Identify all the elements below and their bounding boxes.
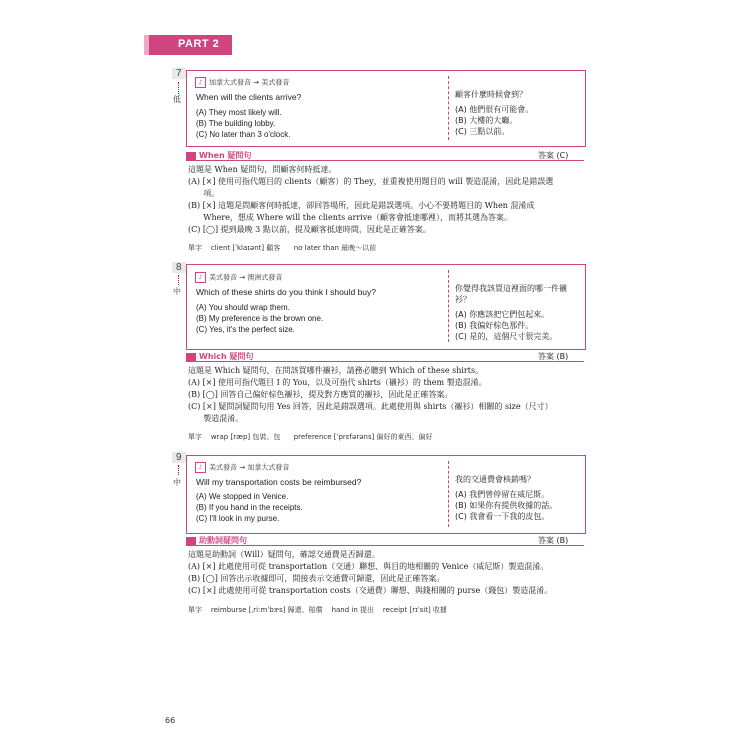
option-a: (A) You should wrap them. xyxy=(196,303,290,312)
accent-line: ♪ 美式發音 → 澳洲式發音 xyxy=(195,272,282,283)
explanation-line: 這題是 Which 疑問句，在問該買哪件襯衫，請務必聽到 Which of these shirts。 xyxy=(188,366,484,375)
question-number: 8 xyxy=(176,262,182,273)
explanation-line: (A) [×] 使用可指代題目的 clients（顧客）的 They，並重複使用題目的 will 製造混淆，因此是錯誤選 xyxy=(188,177,554,186)
zh-option-a: (A) 你應該把它們包起來。 xyxy=(455,310,550,319)
section-rule xyxy=(186,545,584,546)
question-category: Which 疑問句 xyxy=(186,351,253,362)
answer-key: 答案 (B) xyxy=(538,352,569,361)
difficulty-level: 中 xyxy=(173,287,181,296)
answer-key: 答案 (B) xyxy=(538,536,569,545)
question-text: Which of these shirts do you think I should buy? xyxy=(196,287,377,297)
explanation-line: (C) [×] 此處使用可從 transportation costs（交通費）聯想、與錢相關的 purse（錢包）製造混淆。 xyxy=(188,586,553,595)
zh-option-b: (B) 我偏好棕色那件。 xyxy=(455,321,534,330)
accent-line: ♪ 加拿大式發音 → 美式發音 xyxy=(195,77,289,88)
zh-option-b: (B) 如果你有提供收據的話。 xyxy=(455,501,558,510)
option-a: (A) They most likely will. xyxy=(196,108,282,117)
option-c: (C) Yes, it's the perfect size. xyxy=(196,325,295,334)
option-b: (B) The building lobby. xyxy=(196,119,276,128)
audio-icon: ♪ xyxy=(195,272,206,283)
explanation-line: (A) [×] 使用可指代題目 I 的 You，以及可指代 shirts（襯衫）的 them 製造混淆。 xyxy=(188,378,487,387)
zh-option-a: (A) 我們曾停留在威尼斯。 xyxy=(455,490,550,499)
option-b: (B) If you hand in the receipts. xyxy=(196,503,303,512)
audio-icon: ♪ xyxy=(195,462,206,473)
page-number: 66 xyxy=(165,716,176,725)
vocabulary: 單字 reimburse [ˌriːmˈbɝs] 歸還、賠償 hand in 提出 receipt [rɪˈsit] 收據 xyxy=(188,606,447,614)
zh-option-c: (C) 我會看一下我的皮包。 xyxy=(455,512,550,521)
category-marker-icon xyxy=(186,537,196,545)
option-a: (A) We stopped in Venice. xyxy=(196,492,289,501)
explanation-line: 製造混淆。 xyxy=(188,414,244,423)
explanation-line: 這題是 When 疑問句，問顧客何時抵達。 xyxy=(188,165,337,174)
difficulty-level: 中 xyxy=(173,478,181,487)
part-label: PART 2 xyxy=(178,38,220,50)
zh-question: 你覺得我該買這裡面的哪一件襯衫？ xyxy=(455,284,567,304)
explanation-line: 項。 xyxy=(188,189,220,198)
explanation xyxy=(188,365,588,425)
question-number: 9 xyxy=(176,452,182,463)
explanation xyxy=(188,549,588,597)
column-divider xyxy=(448,461,449,527)
zh-option-c: (C) 是的，這個尺寸很完美。 xyxy=(455,332,558,341)
explanation-line: (C) [×] 疑問詞疑問句用 Yes 回答，因此是錯誤選項。此處使用與 shirts（襯衫）相關的 size（尺寸） xyxy=(188,402,553,411)
section-rule xyxy=(186,160,584,161)
question-category: When 疑問句 xyxy=(186,150,251,161)
level-dots xyxy=(178,275,184,285)
level-dots xyxy=(178,465,184,475)
explanation-line: 這題是助動詞（Will）疑問句，確認交通費是否歸還。 xyxy=(188,550,380,559)
option-c: (C) No later than 3 o'clock. xyxy=(196,130,291,139)
zh-option-a: (A) 他們很有可能會。 xyxy=(455,105,534,114)
explanation-line: (A) [×] 此處使用可從 transportation（交通）聯想、與目的地相關的 Venice（威尼斯）製造混淆。 xyxy=(188,562,549,571)
vocabulary: 單字 wrap [ræp] 包裝、包 preference [ˈprɛfərəns] 偏好的東西、偏好 xyxy=(188,433,433,441)
explanation-line: (B) [◯] 回答自己偏好棕色襯衫，提及對方應買的襯衫，因此是正確答案。 xyxy=(188,390,453,399)
explanation-line: (B) [×] 這題是問顧客何時抵達，卻回答場所，因此是錯誤選項。小心不要將題目的 When 混淆成 xyxy=(188,201,535,210)
column-divider xyxy=(448,270,449,342)
section-rule xyxy=(186,361,584,362)
zh-question: 顧客什麼時候會到？ xyxy=(455,90,527,99)
explanation-line: Where，想成 Where will the clients arrive（顧客會抵達哪裡），而將其選為答案。 xyxy=(188,213,512,222)
category-marker-icon xyxy=(186,353,196,361)
vocabulary: 單字 client [ˈklaɪənt] 顧客 no later than 最晚～以前 xyxy=(188,244,377,252)
answer-key: 答案 (C) xyxy=(538,151,569,160)
option-c: (C) I'll look in my purse. xyxy=(196,514,280,523)
question-text: Will my transportation costs be reimbursed? xyxy=(196,477,362,487)
accent-line: ♪ 美式發音 → 加拿大式發音 xyxy=(195,462,289,473)
level-dots xyxy=(178,82,184,94)
zh-question: 我的交通費會核銷嗎？ xyxy=(455,475,535,484)
explanation xyxy=(188,164,588,236)
column-divider xyxy=(448,76,449,140)
explanation-line: (C) [◯] 提到最晚 3 點以前，提及顧客抵達時間，因此是正確答案。 xyxy=(188,225,431,234)
question-category: 助動詞疑問句 xyxy=(186,535,247,546)
category-marker-icon xyxy=(186,152,196,160)
difficulty-level: 低 xyxy=(173,95,181,104)
zh-option-b: (B) 大樓的大廳。 xyxy=(455,116,518,125)
option-b: (B) My preference is the brown one. xyxy=(196,314,324,323)
zh-option-c: (C) 三點以前。 xyxy=(455,127,510,136)
question-text: When will the clients arrive? xyxy=(196,92,302,102)
audio-icon: ♪ xyxy=(195,77,206,88)
question-number: 7 xyxy=(176,68,182,79)
explanation-line: (B) [◯] 回答出示收據即可，間接表示交通費可歸還，因此是正確答案。 xyxy=(188,574,445,583)
